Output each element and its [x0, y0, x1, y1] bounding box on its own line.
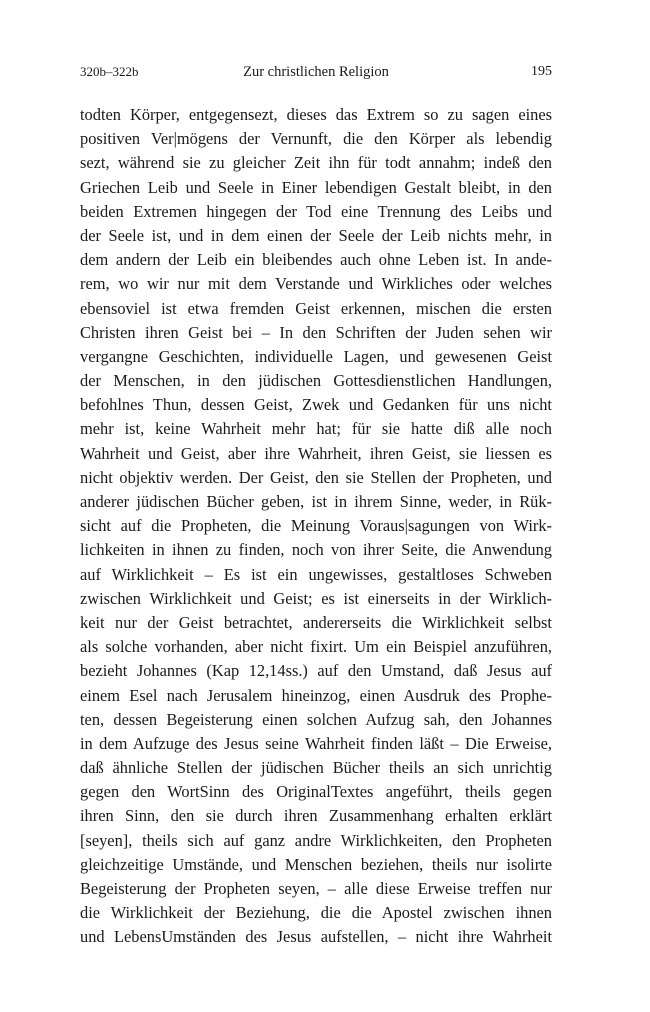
text-line: rem, wo wir nur mit dem Verstande und Wirkliches oder welches — [80, 274, 552, 294]
text-line: sezt, während sie zu gleicher Zeit ihn für todt annahm; indeß den — [80, 153, 552, 173]
text-line: der Seele ist, und in dem einen der Seele der Leib nichts mehr, in — [80, 225, 552, 245]
text-line: keit nur der Geist betrachtet, andererseits die Wirklichkeit selbst — [80, 612, 552, 632]
text-line: mehr ist, keine Wahrheit mehr hat; für sie hatte diß alle noch — [80, 419, 552, 439]
text-line: Griechen Leib und Seele in Einer lebendigen Gestalt bleibt, in den — [80, 177, 552, 197]
text-line: Wahrheit und Geist, aber ihre Wahrheit, ihren Geist, sie liessen es — [80, 443, 552, 463]
text-line: als solche vorhanden, aber nicht fixirt. Um ein Beispiel anzuführen, — [80, 637, 552, 657]
text-line: und LebensUmständen des Jesus aufstellen, – nicht ihre Wahrheit — [80, 927, 552, 947]
running-head — [80, 61, 552, 83]
text-line: todten Körper, entgegensezt, dieses das Extrem so zu sagen eines — [80, 105, 552, 124]
page-range-label: 320b–322b — [80, 64, 139, 79]
text-line: ebensoviel ist etwa fremden Geist erkennen, mischen die ersten — [80, 298, 552, 318]
text-line: auf Wirklichkeit – Es ist ein ungewisses, gestaltloses Schweben — [80, 564, 552, 584]
text-line: positiven Ver|mögens der Vernunft, die den Körper als lebendig — [80, 129, 552, 149]
text-line: befohlnes Thun, dessen Geist, Zwek und Gedanken für uns nicht — [80, 395, 552, 415]
text-line: ihren Sinn, den sie durch ihren Zusammenhang erhalten erklärt — [80, 806, 552, 826]
text-line: beiden Extremen hingegen der Tod eine Trennung des Leibs und — [80, 201, 552, 221]
body-text — [80, 103, 552, 950]
text-line: ten, dessen Begeisterung einen solchen Aufzug sah, den Johannes — [80, 709, 552, 729]
text-line: der Menschen, in den jüdischen Gottesdienstlichen Handlungen, — [80, 371, 552, 391]
chapter-title: Zur christlichen Religion — [243, 64, 389, 80]
text-line: anderer jüdischen Bücher geben, ist in ihrem Sinne, weder, in Rük- — [80, 492, 552, 511]
text-line: nicht objektiv werden. Der Geist, den sie Stellen der Propheten, und — [80, 467, 552, 487]
text-line: daß ähnliche Stellen der jüdischen Bücher theils an sich unrichtig — [80, 758, 552, 778]
text-line: dem andern der Leib ein bleibendes auch ohne Leben ist. In ande- — [80, 250, 552, 270]
text-line: einem Esel nach Jerusalem hineinzog, einen Ausdruk des Prophe- — [80, 685, 552, 705]
text-line: [seyen], theils sich auf ganz andre Wirklichkeiten, den Propheten — [80, 830, 552, 850]
text-line: gleichzeitige Umstände, und Menschen beziehen, theils nur isolirte — [80, 854, 552, 874]
text-line: die Wirklichkeit der Beziehung, die die Apostel zwischen ihnen — [80, 903, 552, 923]
text-line: lichkeiten in ihnen zu finden, noch von ihrer Seite, die Anwendung — [80, 540, 552, 560]
text-line: Christen ihren Geist bei – In den Schriften der Juden sehen wir — [80, 322, 552, 342]
text-line: gegen den WortSinn des OriginalTextes angeführt, theils gegen — [80, 782, 552, 802]
text-line: vergangne Geschichten, individuelle Lagen, und gewesenen Geist — [80, 346, 552, 366]
text-line: sicht auf die Propheten, die Meinung Voraus|sagungen von Wirk- — [80, 516, 552, 536]
text-line: in dem Aufzuge des Jesus seine Wahrheit finden läßt – Die Erweise, — [80, 733, 552, 753]
page-number: 195 — [531, 64, 552, 79]
text-line: zwischen Wirklichkeit und Geist; es ist einerseits in der Wirklich- — [80, 588, 552, 608]
text-line: bezieht Johannes (Kap 12,14ss.) auf den Umstand, daß Jesus auf — [80, 661, 552, 681]
text-line: Begeisterung der Propheten seyen, – alle diese Erweise treffen nur — [80, 879, 552, 898]
